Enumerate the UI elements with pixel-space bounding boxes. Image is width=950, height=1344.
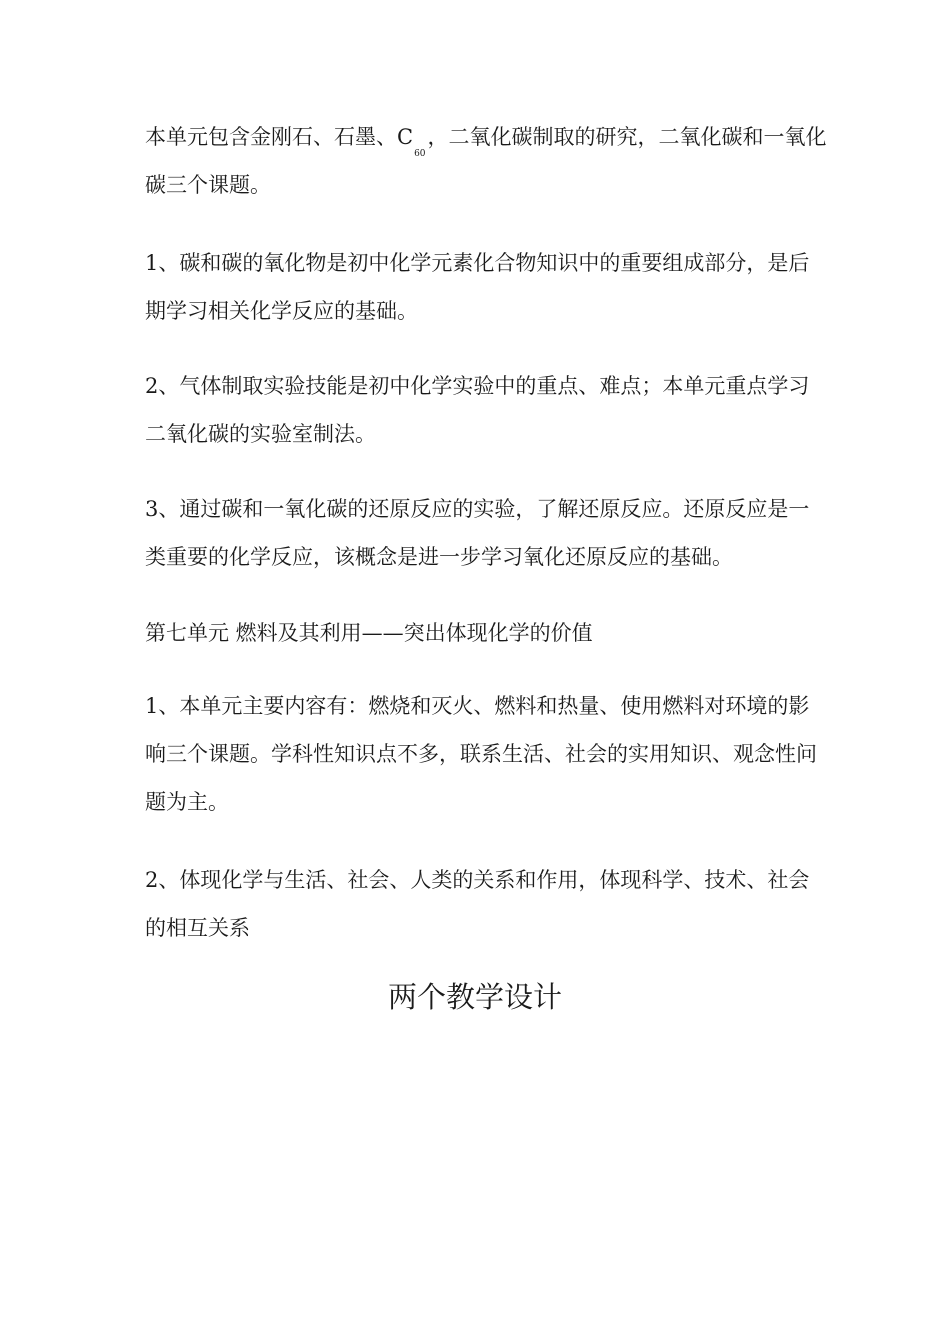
section-heading: 两个教学设计 [387, 980, 562, 1014]
paragraph-line: 类重要的化学反应，该概念是进一步学习氧化还原反应的基础。 [145, 545, 733, 569]
paragraph-line: 2、体现化学与生活、社会、人类的关系和作用，体现科学、技术、社会 [145, 868, 810, 892]
unit7-title-text: 第七单元 燃料及其利用——突出体现化学的价值 [145, 621, 593, 645]
paragraph-line: 的相互关系 [145, 916, 250, 940]
intro-line-1 [145, 113, 827, 161]
paragraph-line: 题为主。 [145, 790, 229, 814]
paragraph-line: 1、碳和碳的氧化物是初中化学元素化合物知识中的重要组成部分，是后 [145, 251, 810, 275]
paragraph-line: 二氧化碳的实验室制法。 [145, 422, 376, 446]
unit7-title [145, 609, 815, 657]
unit7-point-1 [145, 682, 815, 826]
paragraph-line: 3、通过碳和一氧化碳的还原反应的实验，了解还原反应。还原反应是一 [145, 497, 810, 521]
paragraph-line: 期学习相关化学反应的基础。 [145, 299, 418, 323]
intro-line-2: 碳三个课题。 [145, 173, 271, 197]
unit6-point-3 [145, 485, 815, 581]
intro-text-a: 本单元包含金刚石、石墨、C [145, 125, 414, 149]
unit6-point-1 [145, 239, 815, 335]
intro-text-b: ，二氧化碳制取的研究，二氧化碳和一氧化 [427, 125, 827, 149]
unit7-point-2 [145, 856, 815, 952]
unit6-point-2 [145, 362, 815, 458]
c60-subscript: 60 [414, 149, 426, 159]
intro-paragraph [145, 113, 827, 209]
paragraph-line: 2、气体制取实验技能是初中化学实验中的重点、难点；本单元重点学习 [145, 374, 810, 398]
paragraph-line: 1、本单元主要内容有：燃烧和灭火、燃料和热量、使用燃料对环境的影 [145, 694, 810, 718]
paragraph-line: 响三个课题。学科性知识点不多，联系生活、社会的实用知识、观念性问 [145, 742, 817, 766]
